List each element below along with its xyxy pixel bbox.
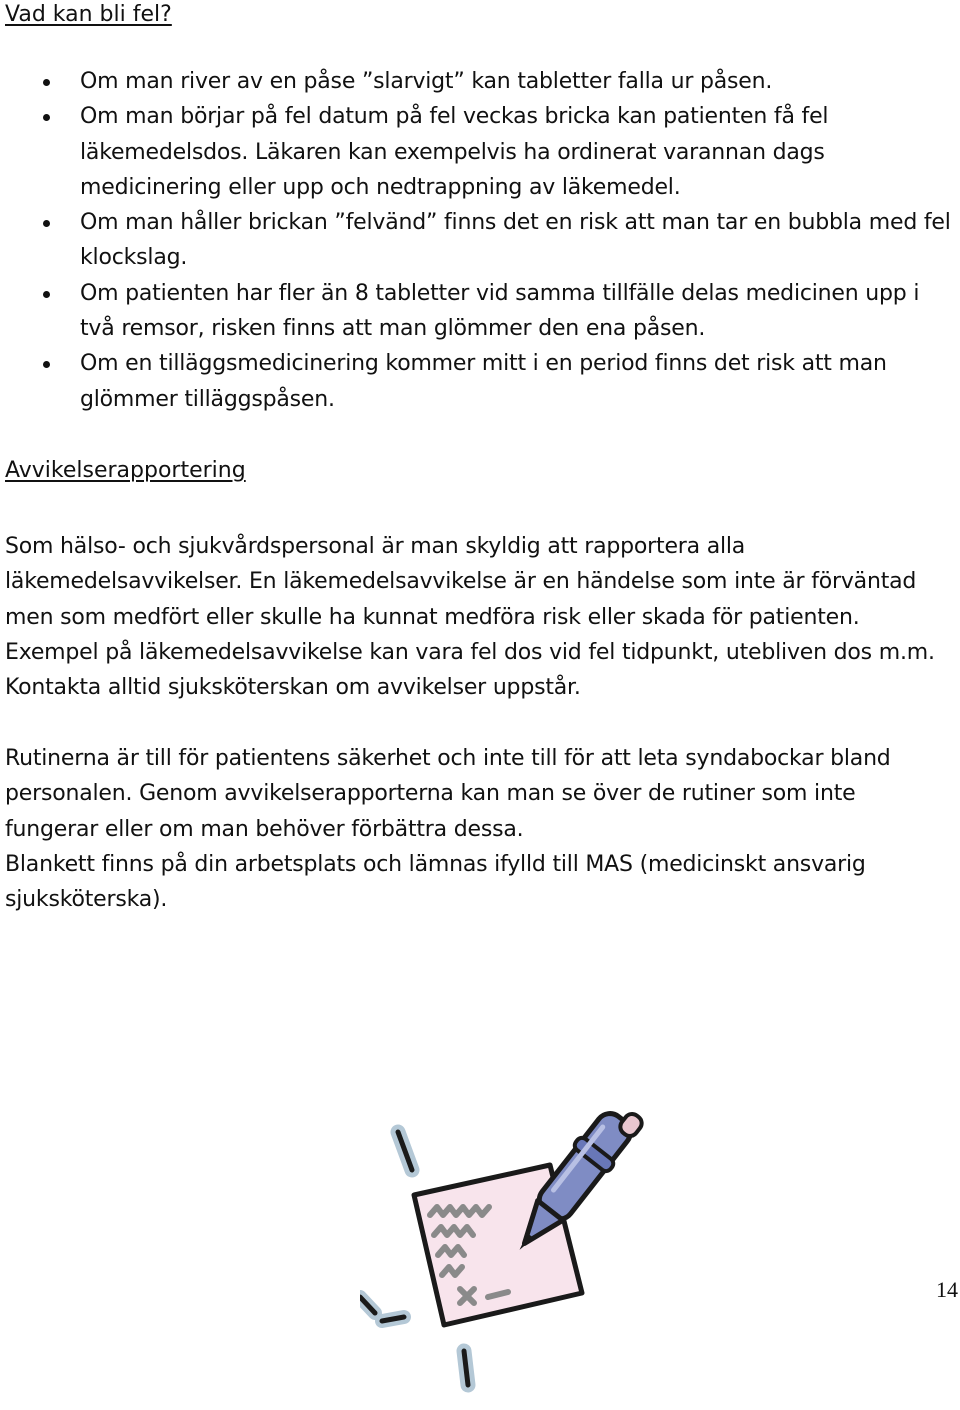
routines-paragraph bbox=[5, 741, 955, 917]
pen-writing-on-paper-icon bbox=[360, 1075, 650, 1406]
section-heading-deviation-reporting: Avvikelserapportering bbox=[5, 458, 246, 483]
list-item: Om patienten har fler än 8 tabletter vid samma tillfälle delas medicinen upp i två remsor, risken finns att man glömmer den ena påsen. bbox=[0, 276, 955, 347]
list-item: Om man river av en påse ”slarvigt” kan tabletter falla ur påsen. bbox=[0, 64, 955, 99]
form-info-text: Blankett finns på din arbetsplats och lämnas ifylld till MAS (medicinskt ansvarig sjuksköterska). bbox=[5, 851, 866, 913]
list-item: Om en tilläggsmedicinering kommer mitt i en period finns det risk att man glömmer tilläggspåsen. bbox=[0, 346, 955, 417]
page-number: 14 bbox=[936, 1277, 958, 1302]
error-risk-list bbox=[0, 64, 955, 417]
section-heading-what-can-go-wrong: Vad kan bli fel? bbox=[5, 2, 172, 27]
list-item: Om man börjar på fel datum på fel veckas bricka kan patienten få fel läkemedelsdos. Läkaren kan exempelvis ha ordinerat varannan dags medicinering eller upp och nedtrappning av läkemedel. bbox=[0, 99, 955, 205]
deviation-reporting-paragraph: Som hälso- och sjukvårdspersonal är man skyldig att rapportera alla läkemedelsavvikelser. En läkemedelsavvikelse är en händelse som inte är förväntad men som medfört eller skulle ha kunnat medföra risk eller skada för patienten. Exempel på läkemedelsavvikelse kan vara fel dos vid fel tidpunkt, utebliven dos m.m. Kontakta alltid sjuksköterskan om avvikelser uppstår. bbox=[5, 534, 935, 701]
routines-text: Rutinerna är till för patientens säkerhet och inte till för att leta syndabockar bland personalen. Genom avvikelserapporterna kan man se över de rutiner som inte fungerar eller om man behöver förbättra dessa. bbox=[5, 746, 891, 842]
list-item: Om man håller brickan ”felvänd” finns det en risk att man tar en bubbla med fel klockslag. bbox=[0, 205, 955, 276]
